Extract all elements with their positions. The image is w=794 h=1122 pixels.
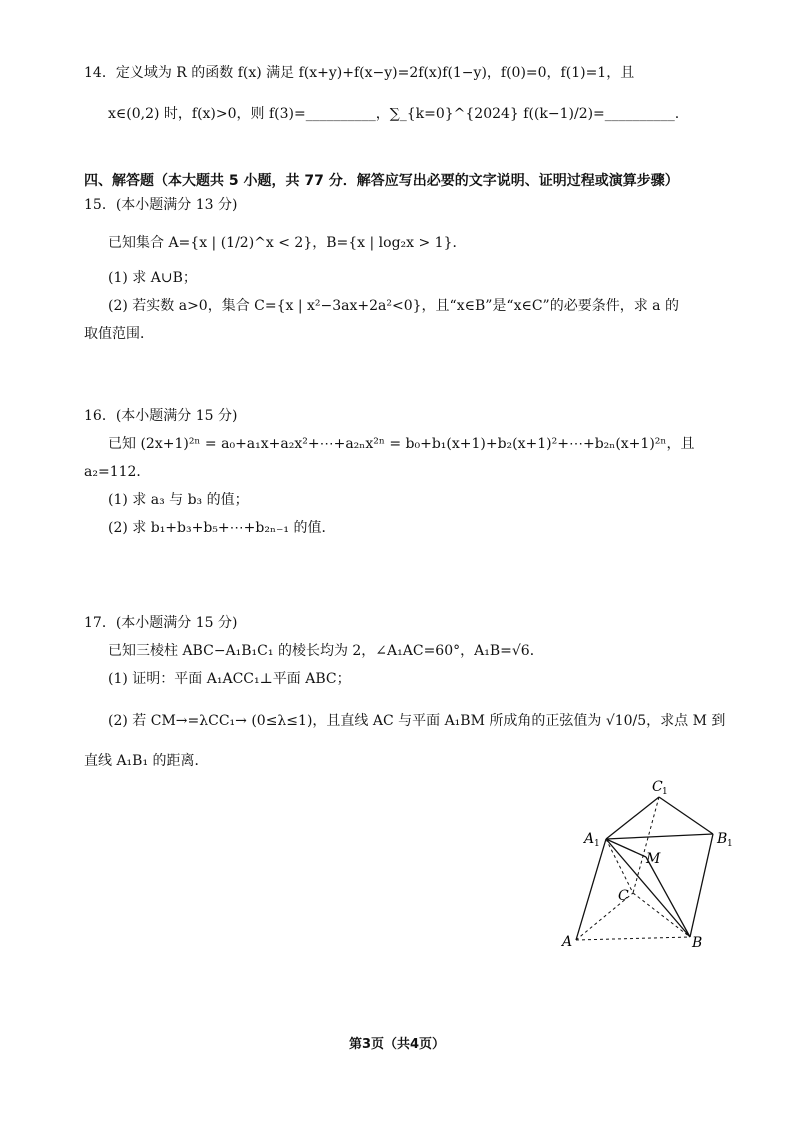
edge-C1B1 xyxy=(659,797,713,834)
label-M: M xyxy=(646,851,661,867)
q17-part2: (2) 若 CM→=λCC₁→ (0≤λ≤1)，且直线 AC 与平面 A₁BM 所成角的正弦值为 √10/5，求点 M 到 xyxy=(108,713,726,729)
q15-part2: (2) 若实数 a>0，集合 C={x | x²−3ax+2a²<0}，且“x∈B”是“x∈C”的必要条件，求 a 的 xyxy=(108,298,679,314)
q16-part1: (1) 求 a₃ 与 b₃ 的值； xyxy=(108,492,249,508)
q17-part2-cont: 直线 A₁B₁ 的距离． xyxy=(84,753,209,769)
edge-AA1 xyxy=(576,839,606,940)
q16-stem-cont: a₂=112． xyxy=(84,464,151,480)
edge-CC1 xyxy=(633,797,659,893)
label-A1-sub: 1 xyxy=(594,839,600,849)
edge-A1M xyxy=(606,839,646,857)
label-C1-sub: 1 xyxy=(662,787,668,797)
q16-part2: (2) 求 b₁+b₃+b₅+⋯+b₂ₙ₋₁ 的值． xyxy=(108,520,336,536)
q15-part2-cont: 取值范围． xyxy=(84,326,154,342)
q15-title: 15．(本小题满分 13 分) xyxy=(84,197,238,213)
prism-figure xyxy=(548,770,748,960)
label-C: C xyxy=(618,888,629,904)
label-C1: C xyxy=(652,779,663,795)
q17-stem: 已知三棱柱 ABC−A₁B₁C₁ 的棱长均为 2，∠A₁AC=60°，A₁B=√6． xyxy=(108,643,544,659)
label-B1-sub: 1 xyxy=(727,839,733,849)
edge-A1C1 xyxy=(606,797,659,839)
q14-line1: 14．定义域为 R 的函数 f(x) 满足 f(x+y)+f(x−y)=2f(x)f(1−y)，f(0)=0，f(1)=1，且 xyxy=(84,65,635,81)
section4-heading: 四、解答题（本大题共 5 小题，共 77 分．解答应写出必要的文字说明、证明过程或演算步骤） xyxy=(84,173,679,189)
label-B1: B xyxy=(717,831,728,847)
label-A1: A xyxy=(584,831,595,847)
edge-A1B1 xyxy=(606,834,713,839)
q15-part1: (1) 求 A∪B； xyxy=(108,270,197,286)
q15-stem: 已知集合 A={x | (1/2)^x < 2}，B={x | log₂x > 1}． xyxy=(108,235,467,251)
q16-stem: 已知 (2x+1)²ⁿ = a₀+a₁x+a₂x²+⋯+a₂ₙx²ⁿ = b₀+b₁(x+1)+b₂(x+1)²+⋯+b₂ₙ(x+1)²ⁿ，且 xyxy=(108,436,695,452)
edge-CB xyxy=(633,893,690,937)
label-A: A xyxy=(562,934,573,950)
q14-line2: x∈(0,2) 时，f(x)>0，则 f(3)=__________，∑_{k=0}^{2024} f((k−1)/2)=__________. xyxy=(108,106,680,122)
edge-AB xyxy=(576,937,690,940)
q16-title: 16．(本小题满分 15 分) xyxy=(84,408,238,424)
q17-part1: (1) 证明：平面 A₁ACC₁⊥平面 ABC； xyxy=(108,671,351,687)
page-footer: 第3页（共4页） xyxy=(348,1037,446,1052)
q17-title: 17．(本小题满分 15 分) xyxy=(84,615,238,631)
label-B: B xyxy=(692,935,703,951)
edge-MB xyxy=(646,857,690,937)
edge-BB1 xyxy=(690,834,713,937)
